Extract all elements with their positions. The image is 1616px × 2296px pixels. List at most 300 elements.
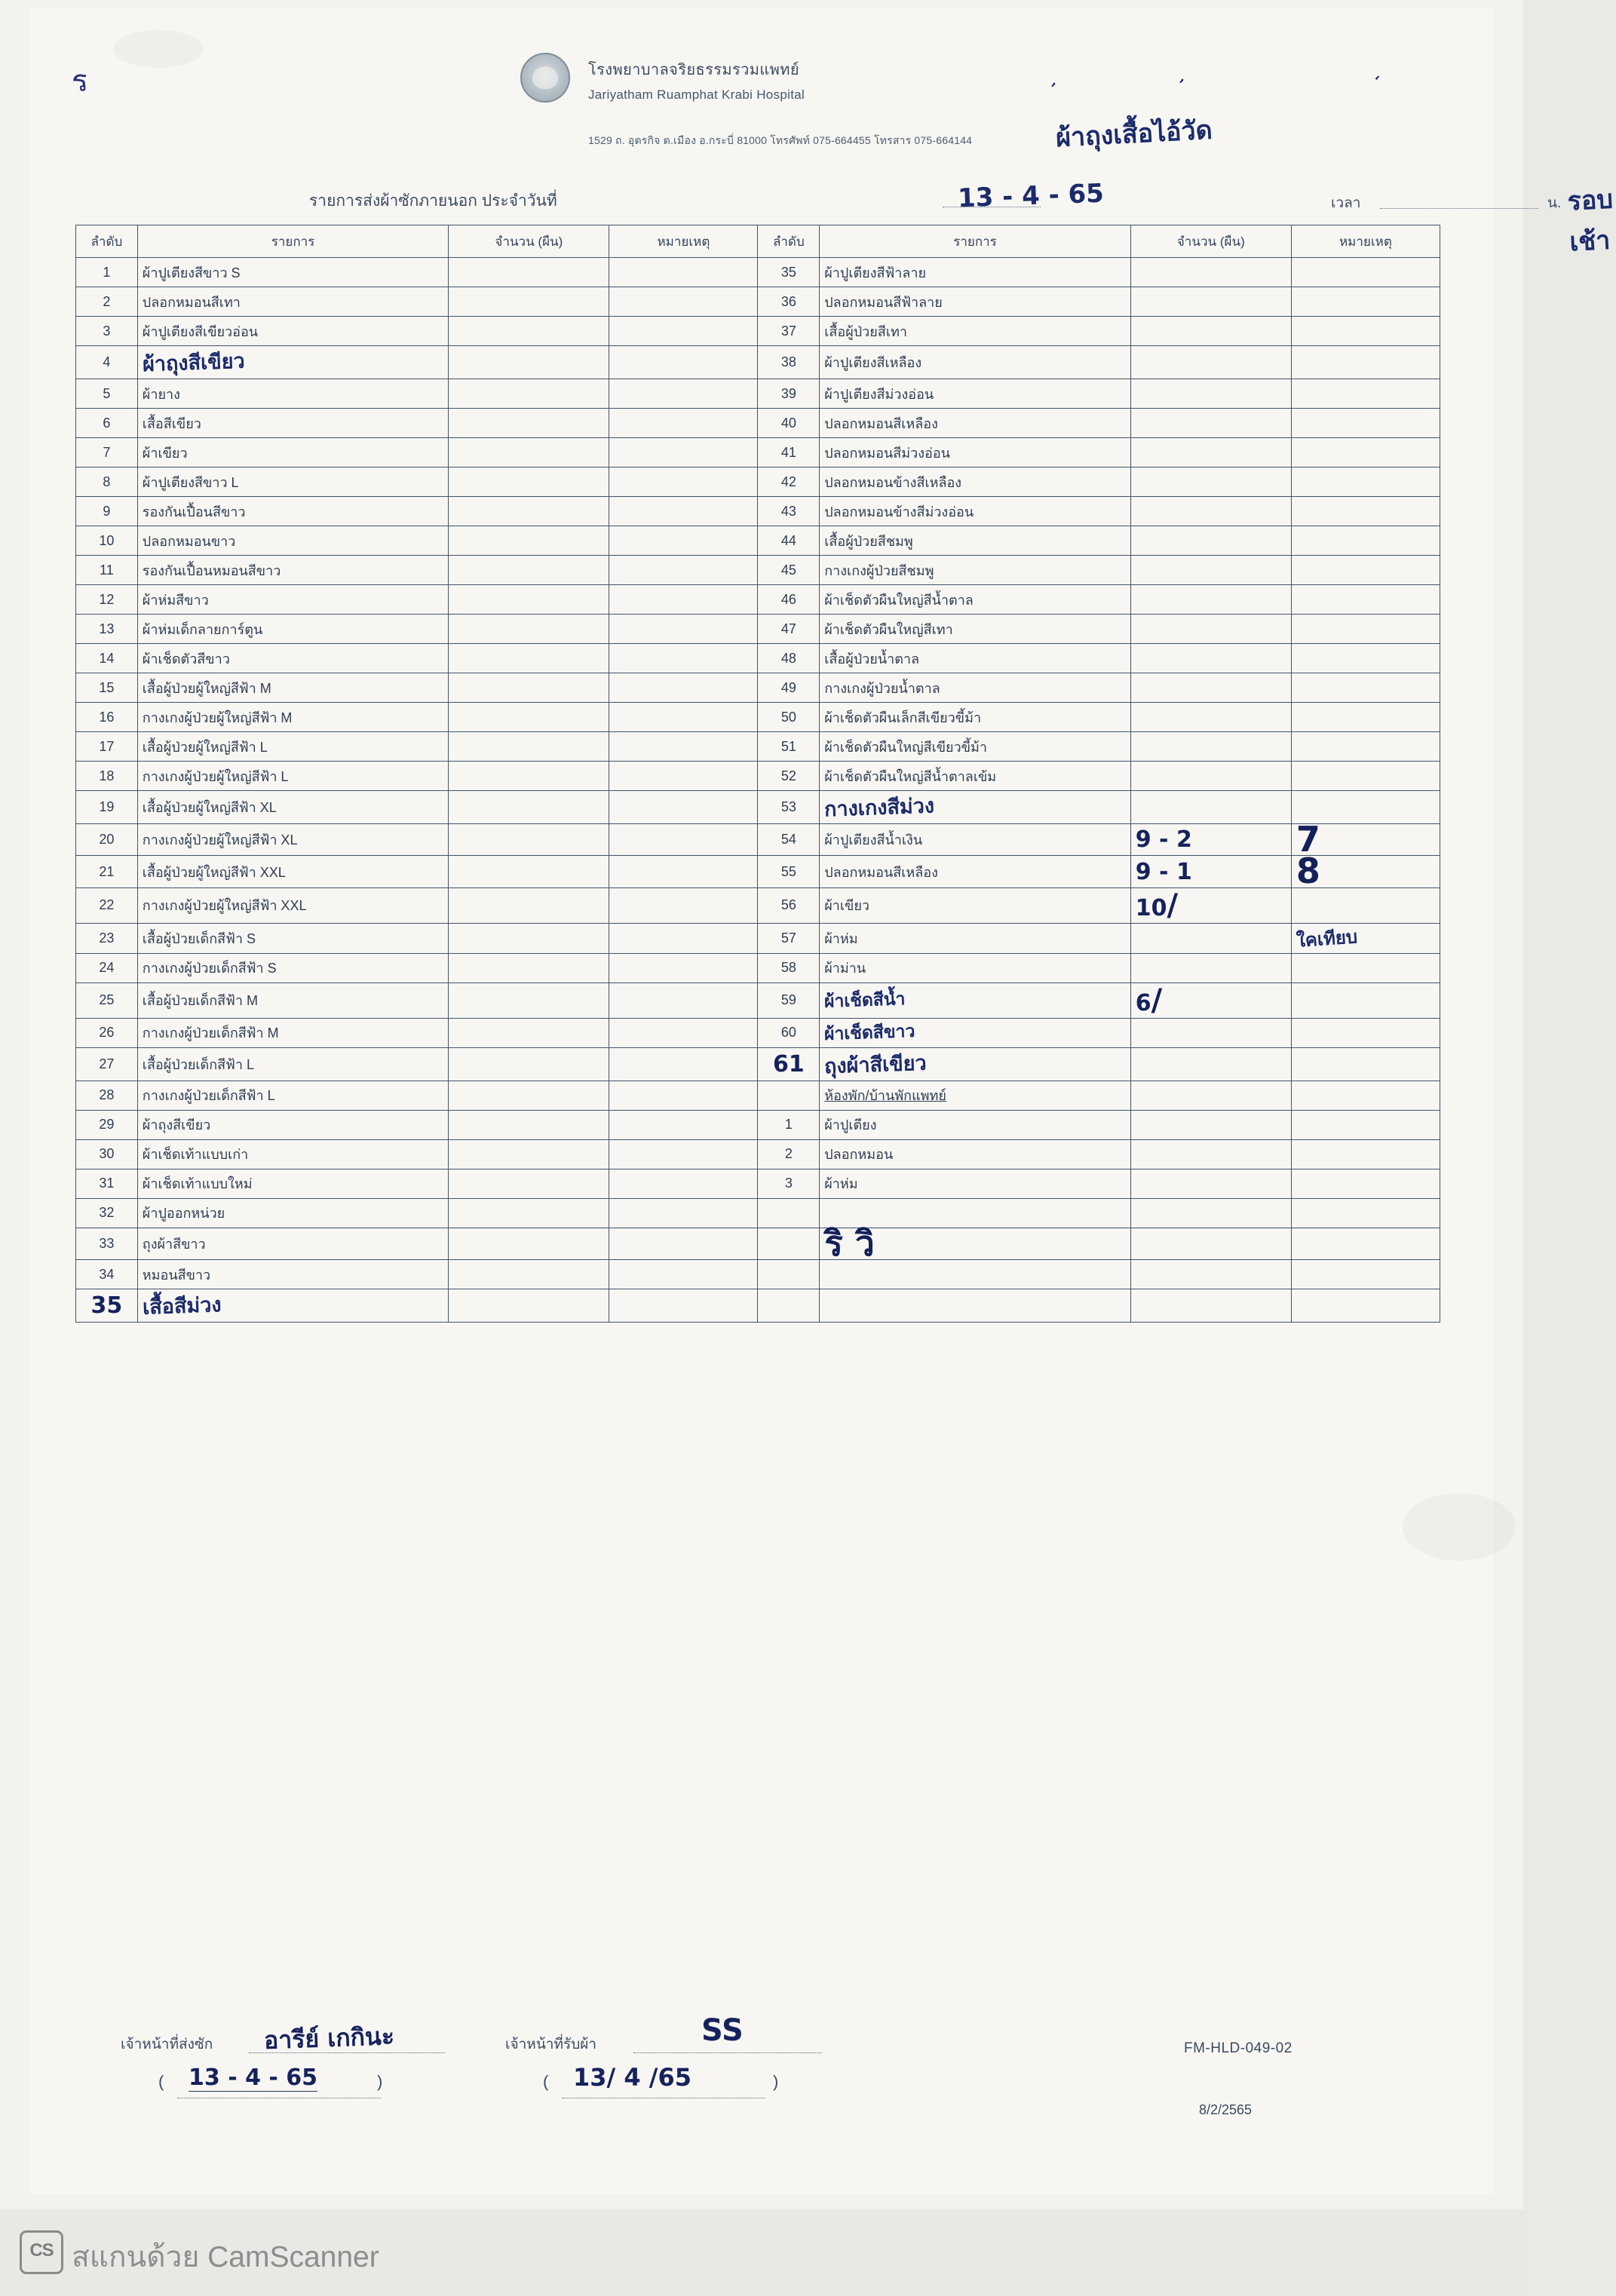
table-row bbox=[76, 673, 1440, 703]
cell-item: ผ้าห่ม bbox=[820, 1169, 1130, 1198]
cell-item: ผ้าปูเตียงสีเขียวอ่อน bbox=[137, 317, 448, 346]
cell-qty[interactable] bbox=[1130, 762, 1291, 791]
cell-note[interactable] bbox=[1291, 1228, 1440, 1259]
cell-no: 20 bbox=[76, 824, 138, 856]
cell-qty[interactable] bbox=[449, 467, 609, 497]
cell-note[interactable] bbox=[1291, 982, 1440, 1018]
cell-note[interactable] bbox=[1291, 953, 1440, 982]
cell-note[interactable] bbox=[1291, 467, 1440, 497]
cell-item: เสื้อสีเขียว bbox=[137, 409, 448, 438]
cell-qty[interactable] bbox=[1130, 379, 1291, 409]
cell-item-handwritten bbox=[137, 346, 448, 379]
cell-no bbox=[758, 1198, 820, 1228]
cell-item: กางเกงผู้ป่วยผู้ใหญ่สีฟ้า XL bbox=[137, 824, 448, 856]
laundry-list-table bbox=[75, 225, 1440, 1323]
col-header-note-right: หมายเหตุ bbox=[1291, 225, 1440, 258]
col-header-no-left: ลำดับ bbox=[76, 225, 138, 258]
cell-qty[interactable] bbox=[449, 644, 609, 673]
hospital-name-en: Jariyatham Ruamphat Krabi Hospital bbox=[588, 87, 805, 102]
cell-no: 31 bbox=[76, 1169, 138, 1198]
cell-item: ปลอกหมอนข้างสีม่วงอ่อน bbox=[820, 497, 1130, 526]
cell-no: 25 bbox=[76, 982, 138, 1018]
cell-no: 2 bbox=[76, 287, 138, 317]
cell-qty[interactable] bbox=[449, 923, 609, 953]
table-row bbox=[76, 258, 1440, 287]
cell-note[interactable] bbox=[1291, 732, 1440, 762]
handwritten-no: 35 bbox=[90, 1292, 123, 1320]
cell-note[interactable] bbox=[609, 703, 758, 732]
cell-qty[interactable] bbox=[1130, 1289, 1291, 1323]
cell-no: 9 bbox=[76, 497, 138, 526]
cell-note-handwritten[interactable] bbox=[1291, 923, 1440, 953]
cell-qty[interactable] bbox=[449, 258, 609, 287]
table-row bbox=[76, 953, 1440, 982]
scan-smudge bbox=[113, 30, 204, 68]
cell-note[interactable] bbox=[1291, 1047, 1440, 1081]
cell-no: 23 bbox=[76, 923, 138, 953]
cell-item: ผ้าเช็ดตัวผืนใหญ่สีน้ำตาลเข้ม bbox=[820, 762, 1130, 791]
cell-note[interactable] bbox=[609, 1260, 758, 1289]
cell-note[interactable] bbox=[1291, 1198, 1440, 1228]
page-title: รายการส่งผ้าซักภายนอก ประจำวันที่ bbox=[309, 192, 557, 210]
cell-no: 7 bbox=[76, 438, 138, 467]
sender-date: 13 - 4 - 65 bbox=[189, 2065, 318, 2091]
cell-note[interactable] bbox=[609, 1169, 758, 1198]
handwritten-qty: 9 - 2 bbox=[1135, 826, 1192, 854]
cell-note[interactable] bbox=[609, 258, 758, 287]
handwritten-no: 61 bbox=[772, 1050, 805, 1077]
cell-note[interactable] bbox=[609, 1110, 758, 1139]
cell-qty[interactable] bbox=[449, 1198, 609, 1228]
cell-qty[interactable] bbox=[1130, 1110, 1291, 1139]
cell-qty[interactable] bbox=[1130, 1228, 1291, 1259]
cell-qty-handwritten[interactable] bbox=[1130, 824, 1291, 856]
cell-no: 11 bbox=[76, 556, 138, 585]
cell-note[interactable] bbox=[1291, 615, 1440, 644]
cell-no: 49 bbox=[758, 673, 820, 703]
cell-note[interactable] bbox=[609, 1289, 758, 1323]
cell-no: 41 bbox=[758, 438, 820, 467]
handwritten-corner-mark: ร bbox=[69, 63, 90, 100]
cell-qty[interactable] bbox=[1130, 1198, 1291, 1228]
hospital-name-th: โรงพยาบาลจริยธรรมรวมแพทย์ bbox=[588, 62, 799, 78]
cell-item: กางเกงผู้ป่วยผู้ใหญ่สีฟ้า L bbox=[137, 762, 448, 791]
cell-qty[interactable] bbox=[1130, 467, 1291, 497]
table-row bbox=[76, 409, 1440, 438]
cell-item: รองกันเปื้อนสีขาว bbox=[137, 497, 448, 526]
cell-note[interactable] bbox=[609, 644, 758, 673]
cell-qty[interactable] bbox=[449, 497, 609, 526]
col-header-qty-left: จำนวน (ผืน) bbox=[449, 225, 609, 258]
table-row bbox=[76, 1110, 1440, 1139]
handwritten-item-text: ผ้าเช็ดสีขาว bbox=[823, 1021, 916, 1044]
handwritten-item-text: ผ้าเช็ดสีน้ำ bbox=[823, 989, 906, 1012]
cell-qty[interactable] bbox=[1130, 346, 1291, 379]
cell-note[interactable] bbox=[1291, 287, 1440, 317]
cell-item: รองกันเปื้อนหมอนสีขาว bbox=[137, 556, 448, 585]
cell-no: 53 bbox=[758, 791, 820, 824]
cell-note[interactable] bbox=[1291, 887, 1440, 923]
cell-item: ผ้าเขียว bbox=[137, 438, 448, 467]
table-row bbox=[76, 379, 1440, 409]
cell-qty[interactable] bbox=[449, 953, 609, 982]
cell-note-handwritten[interactable] bbox=[1291, 851, 1440, 892]
cell-qty[interactable] bbox=[449, 791, 609, 824]
cell-item: ผ้าเช็ดตัวผืนใหญ่สีเขียวขี้ม้า bbox=[820, 732, 1130, 762]
cell-qty[interactable] bbox=[449, 762, 609, 791]
cell-note[interactable] bbox=[609, 346, 758, 379]
cell-qty[interactable] bbox=[1130, 791, 1291, 824]
cell-qty[interactable] bbox=[1130, 1169, 1291, 1198]
cell-item: ผ้าเช็ดเท้าแบบเก่า bbox=[137, 1139, 448, 1169]
cell-note[interactable] bbox=[1291, 1081, 1440, 1110]
cell-qty-handwritten[interactable] bbox=[1130, 982, 1291, 1018]
cell-qty[interactable] bbox=[1130, 615, 1291, 644]
cell-no: 40 bbox=[758, 409, 820, 438]
table-row bbox=[76, 467, 1440, 497]
cell-no: 3 bbox=[76, 317, 138, 346]
cell-qty[interactable] bbox=[1130, 953, 1291, 982]
cell-no: 34 bbox=[76, 1260, 138, 1289]
cell-qty[interactable] bbox=[449, 1110, 609, 1139]
cell-no: 46 bbox=[758, 585, 820, 615]
cell-qty[interactable] bbox=[1130, 287, 1291, 317]
cell-no: 44 bbox=[758, 526, 820, 556]
cell-item: ผ้าปูออกหน่วย bbox=[137, 1198, 448, 1228]
cell-no: 5 bbox=[76, 379, 138, 409]
cell-note[interactable] bbox=[1291, 409, 1440, 438]
handwritten-item-text: กางเกงสีม่วง bbox=[823, 794, 935, 822]
cell-item-handwritten bbox=[820, 791, 1130, 824]
table-row bbox=[76, 615, 1440, 644]
cell-item: ผ้าม่าน bbox=[820, 953, 1130, 982]
cell-qty[interactable] bbox=[1130, 1047, 1291, 1081]
cell-qty[interactable] bbox=[449, 438, 609, 467]
cell-note[interactable] bbox=[1291, 1169, 1440, 1198]
cell-item: กางเกงผู้ป่วยสีชมพู bbox=[820, 556, 1130, 585]
handwritten-note: ใคเทียบ bbox=[1296, 925, 1358, 952]
cell-note[interactable] bbox=[609, 1228, 758, 1259]
cell-no: 32 bbox=[76, 1198, 138, 1228]
cell-no: 27 bbox=[76, 1047, 138, 1081]
cell-item: ถุงผ้าสีขาว bbox=[137, 1228, 448, 1259]
handwritten-signature: ริ วิ bbox=[824, 1222, 875, 1264]
cell-no: 33 bbox=[76, 1228, 138, 1259]
cell-qty[interactable] bbox=[1130, 1260, 1291, 1289]
cell-item: ผ้าเช็ดตัวผืนเล็กสีเขียวขี้ม้า bbox=[820, 703, 1130, 732]
footer-signatures bbox=[75, 2013, 1455, 2164]
cell-note[interactable] bbox=[1291, 644, 1440, 673]
cell-note[interactable] bbox=[609, 982, 758, 1018]
cell-qty[interactable] bbox=[449, 615, 609, 644]
cell-no: 45 bbox=[758, 556, 820, 585]
cell-note[interactable] bbox=[609, 467, 758, 497]
handwritten-tick-mark: ʼ bbox=[1173, 75, 1187, 99]
cell-no: 13 bbox=[76, 615, 138, 644]
cell-qty[interactable] bbox=[1130, 1018, 1291, 1047]
receiver-dotted-line bbox=[633, 2052, 822, 2053]
cell-qty[interactable] bbox=[1130, 258, 1291, 287]
cell-item: เสื้อผู้ป่วยเด็กสีฟ้า L bbox=[137, 1047, 448, 1081]
cell-qty[interactable] bbox=[1130, 409, 1291, 438]
table-row bbox=[76, 438, 1440, 467]
cell-item: ผ้าปูเตียงสีฟ้าลาย bbox=[820, 258, 1130, 287]
cell-item bbox=[820, 1289, 1130, 1323]
table-row bbox=[76, 497, 1440, 526]
handwritten-qty: 9 - 1 bbox=[1135, 858, 1192, 885]
cell-qty[interactable] bbox=[1130, 497, 1291, 526]
cell-no: 59 bbox=[758, 982, 820, 1018]
cell-note[interactable] bbox=[1291, 497, 1440, 526]
cell-qty[interactable] bbox=[1130, 317, 1291, 346]
table-row bbox=[76, 1081, 1440, 1110]
cell-note[interactable] bbox=[609, 824, 758, 856]
cell-no: 30 bbox=[76, 1139, 138, 1169]
cell-note[interactable] bbox=[609, 953, 758, 982]
cell-item: ปลอกหมอนสีเทา bbox=[137, 287, 448, 317]
cell-no: 29 bbox=[76, 1110, 138, 1139]
cell-note[interactable] bbox=[1291, 346, 1440, 379]
cell-note[interactable] bbox=[609, 409, 758, 438]
cell-qty[interactable] bbox=[449, 1081, 609, 1110]
cell-no: 37 bbox=[758, 317, 820, 346]
cell-no: 57 bbox=[758, 923, 820, 953]
cell-qty[interactable] bbox=[1130, 438, 1291, 467]
table-row bbox=[76, 982, 1440, 1018]
cell-qty[interactable] bbox=[1130, 732, 1291, 762]
cell-note[interactable] bbox=[1291, 1289, 1440, 1323]
cell-qty[interactable] bbox=[449, 1018, 609, 1047]
cell-item: ผ้าเขียว bbox=[820, 887, 1130, 923]
cell-qty[interactable] bbox=[449, 732, 609, 762]
cell-note[interactable] bbox=[609, 887, 758, 923]
cell-qty[interactable] bbox=[1130, 556, 1291, 585]
cell-no: 48 bbox=[758, 644, 820, 673]
cell-note[interactable] bbox=[609, 556, 758, 585]
cell-no-handwritten bbox=[76, 1289, 138, 1323]
cell-note[interactable] bbox=[609, 923, 758, 953]
cell-item: ผ้าปูเตียง bbox=[820, 1110, 1130, 1139]
cell-item: เสื้อผู้ป่วยน้ำตาล bbox=[820, 644, 1130, 673]
cell-item: กางเกงผู้ป่วยเด็กสีฟ้า S bbox=[137, 953, 448, 982]
cell-qty[interactable] bbox=[1130, 644, 1291, 673]
cell-qty[interactable] bbox=[449, 887, 609, 923]
cell-no-handwritten bbox=[758, 1047, 820, 1081]
form-revision-date: 8/2/2565 bbox=[1199, 2102, 1253, 2117]
cell-qty[interactable] bbox=[1130, 923, 1291, 953]
cell-item: ผ้าเช็ดตัวสีขาว bbox=[137, 644, 448, 673]
cell-note[interactable] bbox=[1291, 258, 1440, 287]
cell-item: ผ้าปูเตียงสีเหลือง bbox=[820, 346, 1130, 379]
cell-no: 54 bbox=[758, 824, 820, 856]
cell-note[interactable] bbox=[609, 1047, 758, 1081]
cell-note[interactable] bbox=[1291, 1139, 1440, 1169]
handwritten-item-text: เสื้อสีม่วง bbox=[142, 1293, 222, 1320]
cell-item: ผ้าเช็ดตัวผืนใหญ่สีน้ำตาล bbox=[820, 585, 1130, 615]
cell-qty[interactable] bbox=[1130, 526, 1291, 556]
handwritten-tick-mark: ʻ bbox=[1368, 71, 1383, 93]
cell-no: 12 bbox=[76, 585, 138, 615]
cell-item: ผ้าปูเตียงสีขาว L bbox=[137, 467, 448, 497]
table-row bbox=[76, 762, 1440, 791]
cell-no: 51 bbox=[758, 732, 820, 762]
cell-note[interactable] bbox=[1291, 585, 1440, 615]
col-header-note-left: หมายเหตุ bbox=[609, 225, 758, 258]
cell-note[interactable] bbox=[1291, 1260, 1440, 1289]
handwritten-time: รอบเช้า bbox=[1566, 184, 1614, 258]
cell-item-handwritten bbox=[137, 1289, 448, 1323]
cell-no: 22 bbox=[76, 887, 138, 923]
cell-note[interactable] bbox=[609, 317, 758, 346]
cell-qty[interactable] bbox=[449, 1228, 609, 1259]
cell-no: 17 bbox=[76, 732, 138, 762]
cell-no: 24 bbox=[76, 953, 138, 982]
cell-note[interactable] bbox=[609, 1018, 758, 1047]
hospital-logo-icon bbox=[520, 53, 570, 103]
table-row bbox=[76, 923, 1440, 953]
cell-no: 50 bbox=[758, 703, 820, 732]
table-row bbox=[76, 585, 1440, 615]
table-row bbox=[76, 526, 1440, 556]
cell-note[interactable] bbox=[609, 762, 758, 791]
cell-qty[interactable] bbox=[449, 556, 609, 585]
handwritten-qty: 10 bbox=[1135, 894, 1167, 921]
cell-note[interactable] bbox=[609, 287, 758, 317]
cell-item: เสื้อผู้ป่วยสีเทา bbox=[820, 317, 1130, 346]
cell-item-handwritten bbox=[820, 982, 1130, 1018]
form-code: FM-HLD-049-02 bbox=[1184, 2040, 1292, 2056]
table-row bbox=[76, 287, 1440, 317]
table-row bbox=[76, 1260, 1440, 1289]
cell-no: 42 bbox=[758, 467, 820, 497]
cell-note[interactable] bbox=[609, 585, 758, 615]
cell-note[interactable] bbox=[609, 615, 758, 644]
cell-no: 8 bbox=[76, 467, 138, 497]
cell-qty[interactable] bbox=[449, 317, 609, 346]
table-row bbox=[76, 791, 1440, 824]
cell-qty[interactable] bbox=[449, 703, 609, 732]
cell-note[interactable] bbox=[609, 438, 758, 467]
cell-item: ผ้าห่ม bbox=[820, 923, 1130, 953]
cell-qty-handwritten[interactable] bbox=[1130, 856, 1291, 887]
cell-qty[interactable] bbox=[1130, 585, 1291, 615]
table-row-handwritten-extra bbox=[76, 1289, 1440, 1323]
handwritten-item-text: ผ้าถุงสีเขียว bbox=[142, 349, 246, 377]
cell-no bbox=[758, 1260, 820, 1289]
handwritten-slash: / bbox=[1167, 887, 1179, 923]
cell-qty[interactable] bbox=[449, 982, 609, 1018]
cell-note[interactable] bbox=[609, 1198, 758, 1228]
receiver-signature: SS bbox=[701, 2013, 744, 2048]
col-header-no-right: ลำดับ bbox=[758, 225, 820, 258]
table-row bbox=[76, 556, 1440, 585]
cell-qty[interactable] bbox=[449, 856, 609, 887]
cell-note[interactable] bbox=[609, 791, 758, 824]
receiver-date-paren-open: ( bbox=[543, 2072, 549, 2091]
cell-qty[interactable] bbox=[449, 585, 609, 615]
cell-item: เสื้อผู้ป่วยผู้ใหญ่สีฟ้า XL bbox=[137, 791, 448, 824]
cell-item: เสื้อผู้ป่วยเด็กสีฟ้า M bbox=[137, 982, 448, 1018]
cell-item: ผ้าปูเตียงสีม่วงอ่อน bbox=[820, 379, 1130, 409]
cell-no: 1 bbox=[76, 258, 138, 287]
cell-note[interactable] bbox=[609, 497, 758, 526]
handwritten-qty: 6 bbox=[1135, 989, 1151, 1016]
cell-note[interactable] bbox=[1291, 762, 1440, 791]
cell-note[interactable] bbox=[1291, 556, 1440, 585]
cell-qty-handwritten[interactable] bbox=[1130, 887, 1291, 923]
cell-note[interactable] bbox=[1291, 379, 1440, 409]
cell-qty[interactable] bbox=[449, 287, 609, 317]
cell-no: 10 bbox=[76, 526, 138, 556]
cell-note[interactable] bbox=[609, 673, 758, 703]
handwritten-top-note: ผ้าถุงเสื้อไอ้วัด bbox=[1055, 115, 1213, 154]
cell-note[interactable] bbox=[1291, 1018, 1440, 1047]
cell-qty[interactable] bbox=[1130, 1139, 1291, 1169]
cell-no: 1 bbox=[758, 1110, 820, 1139]
cell-no bbox=[758, 1228, 820, 1259]
cell-note[interactable] bbox=[609, 856, 758, 887]
time-unit-label: น. bbox=[1547, 195, 1562, 211]
cell-qty[interactable] bbox=[449, 1260, 609, 1289]
table-row bbox=[76, 1047, 1440, 1081]
cell-qty[interactable] bbox=[1130, 1081, 1291, 1110]
table-row bbox=[76, 317, 1440, 346]
table-row bbox=[76, 824, 1440, 856]
cell-note[interactable] bbox=[1291, 317, 1440, 346]
cell-qty[interactable] bbox=[449, 1047, 609, 1081]
cell-note[interactable] bbox=[1291, 526, 1440, 556]
cell-qty[interactable] bbox=[449, 1139, 609, 1169]
cell-note[interactable] bbox=[609, 1081, 758, 1110]
handwritten-tick-mark: ʼ bbox=[1044, 78, 1059, 103]
handwritten-item-text: ถุงผ้าสีเขียว bbox=[823, 1051, 928, 1079]
cell-qty[interactable] bbox=[449, 379, 609, 409]
cell-no: 19 bbox=[76, 791, 138, 824]
cell-note[interactable] bbox=[1291, 703, 1440, 732]
cell-no bbox=[758, 1081, 820, 1110]
sender-date-paren-open: ( bbox=[158, 2072, 164, 2091]
cell-note[interactable] bbox=[609, 732, 758, 762]
cell-item-handwritten bbox=[820, 1018, 1130, 1047]
cell-qty[interactable] bbox=[449, 346, 609, 379]
cell-qty[interactable] bbox=[449, 1289, 609, 1323]
cell-item: ผ้าห่มเด็กลายการ์ตูน bbox=[137, 615, 448, 644]
cell-qty[interactable] bbox=[449, 1169, 609, 1198]
cell-no: 28 bbox=[76, 1081, 138, 1110]
cell-qty[interactable] bbox=[449, 673, 609, 703]
table-row bbox=[76, 1169, 1440, 1198]
cell-qty[interactable] bbox=[1130, 673, 1291, 703]
cell-note[interactable] bbox=[609, 379, 758, 409]
table-row bbox=[76, 1139, 1440, 1169]
cell-note[interactable] bbox=[1291, 673, 1440, 703]
cell-no: 60 bbox=[758, 1018, 820, 1047]
cell-item: เสื้อผู้ป่วยผู้ใหญ่สีฟ้า XXL bbox=[137, 856, 448, 887]
cell-note[interactable] bbox=[1291, 1110, 1440, 1139]
receiver-date-paren-close: ) bbox=[773, 2072, 779, 2091]
cell-qty[interactable] bbox=[1130, 703, 1291, 732]
signature-scribble-cell bbox=[820, 1222, 1130, 1264]
cell-qty[interactable] bbox=[449, 824, 609, 856]
cell-qty[interactable] bbox=[449, 526, 609, 556]
cell-note[interactable] bbox=[609, 1139, 758, 1169]
cell-note[interactable] bbox=[1291, 438, 1440, 467]
cell-item: ปลอกหมอนสีม่วงอ่อน bbox=[820, 438, 1130, 467]
cell-qty[interactable] bbox=[449, 409, 609, 438]
cell-no: 36 bbox=[758, 287, 820, 317]
cell-note[interactable] bbox=[609, 526, 758, 556]
cell-no: 21 bbox=[76, 856, 138, 887]
